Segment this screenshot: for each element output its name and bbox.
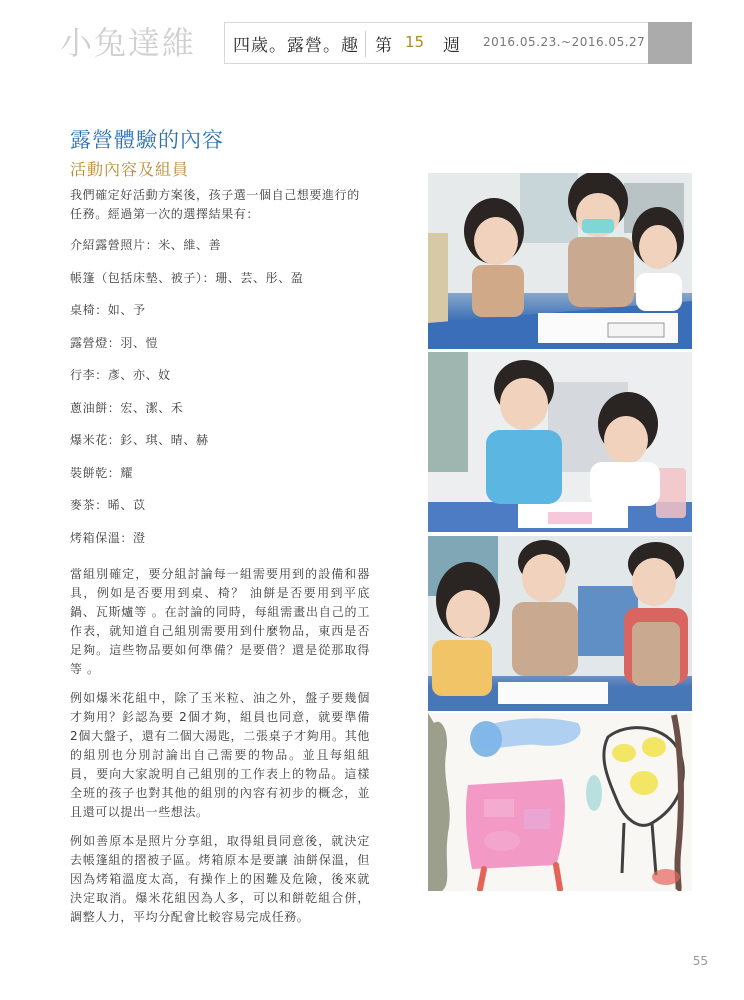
week-prefix: 第 [375,36,392,56]
group-item: 烤箱保溫：澄 [70,530,146,545]
body-paragraph: 例如爆米花組中，除了玉米粒、油之外，盤子要幾個才夠用？釤認為要 2個才夠，組員也同意，就要準備 2個大盤子，還有二個大湯匙，二張桌子才夠用。其他的組別也分別討論出自己需要的物品。並且每組組員，要向大家說明自己組別的工作表上的物品。這樣全班的孩子也對其他的組別的內容有初步的概念，並且還可以提出一些想法。 [70,691,370,819]
body-text-column [70,186,370,937]
week-number: 15 [405,33,425,51]
group-item: 麥茶：晞、苡 [70,498,146,512]
photo-children-painting-3 [428,536,692,711]
group-item: 裝餅乾：耀 [70,465,134,480]
body-paragraph: 當組別確定，要分組討論每一組需要用到的設備和器具，例如是否要用到桌、椅？ 油餅是否要用到平底鍋、瓦斯爐等 。在討論的同時，每組需畫出自己的工作表，就知道自己組別需要用到什麼物品，東西是否足夠。這些物品要如何準備？是要借？還是從那取得等 。 [70,567,370,676]
photo-children-painting-1 [428,173,692,349]
header-divider [365,31,366,57]
group-item: 桌椅：如、予 [70,303,146,317]
group-item: 蔥油餅：宏、潔、禾 [70,400,184,415]
header-tab-block [648,22,692,64]
photo-watercolor-painting [428,713,692,891]
chapter-header [224,22,692,64]
group-item: 帳篷（包括床墊、被子）：珊、芸、彤、盈 [70,270,304,285]
date-range: 2016.05.23.~2016.05.27 [483,35,646,49]
group-item: 爆米花：釤、琪、晴、赫 [70,433,209,447]
section-subtitle: 活動內容及組員 [70,160,190,179]
group-item: 介紹露營照片：米、維、善 [70,238,222,252]
group-item: 行李：彥、亦、妏 [70,368,171,382]
group-item: 露營燈：羽、愷 [70,335,159,350]
page-number: 55 [692,954,708,968]
section-title: 露營體驗的內容 [70,128,224,152]
body-paragraph: 例如善原本是照片分享組，取得組員同意後，就決定去帳篷組的摺被子區。烤箱原本是要讓 油餅保溫，但因為烤箱溫度太高，有操作上的困難及危險，後來就決定取消。爆米花組因為人多，可以和餅乾組合併，調整人力，平均分配會比較容易完成任務。 [70,834,370,924]
chapter-theme: 四歲。露營。趣 [233,36,359,56]
brand-logo: 小兔達維 [60,24,197,62]
intro-paragraph: 我們確定好活動方案後，孩子選一個自己想要進行的任務。經過第一次的選擇結果有： [70,188,360,221]
week-suffix: 週 [443,36,460,56]
photo-children-painting-2 [428,352,692,532]
